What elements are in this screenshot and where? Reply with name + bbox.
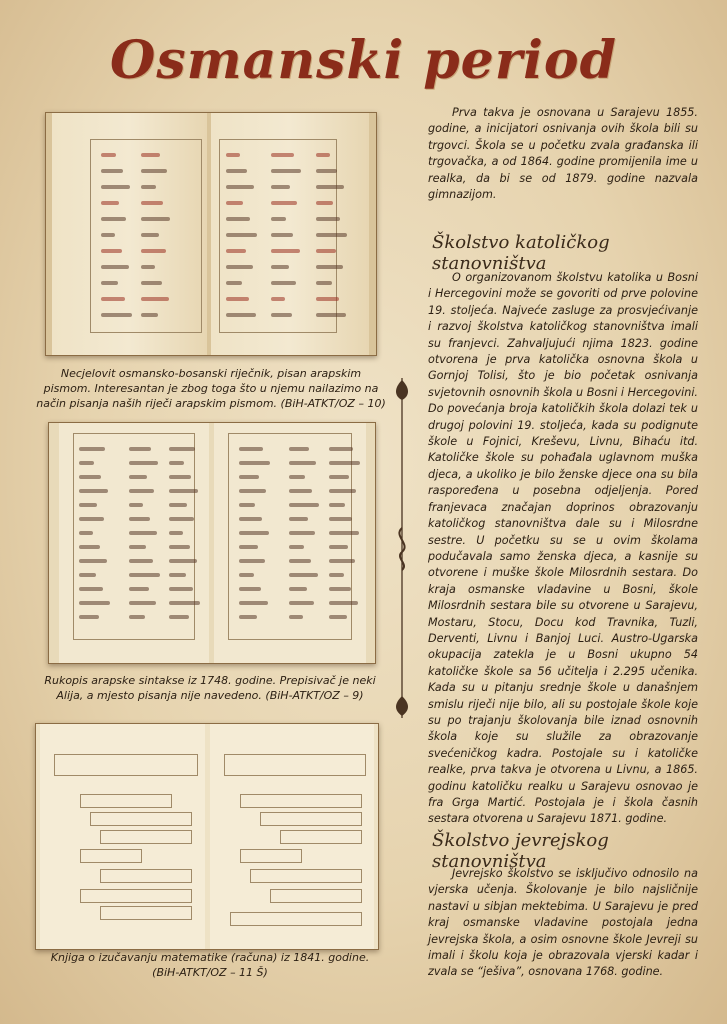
script-stroke — [169, 559, 197, 563]
script-stroke — [79, 447, 105, 451]
script-stroke — [169, 573, 186, 577]
script-stroke — [79, 601, 110, 605]
script-stroke — [271, 217, 286, 221]
script-stroke — [169, 503, 187, 507]
script-stroke — [316, 297, 339, 301]
ornamental-divider — [391, 378, 413, 718]
script-stroke — [141, 297, 169, 301]
script-stroke — [316, 249, 336, 253]
script-stroke — [129, 503, 143, 507]
script-stroke — [329, 447, 353, 451]
intro-paragraph — [428, 105, 698, 203]
script-stroke — [129, 461, 158, 465]
script-stroke — [169, 489, 198, 493]
catholic-paragraph — [428, 270, 698, 828]
script-stroke — [129, 517, 150, 521]
script-stroke — [289, 461, 316, 465]
script-stroke — [289, 489, 312, 493]
script-stroke — [271, 297, 285, 301]
script-stroke — [79, 489, 108, 493]
script-stroke — [239, 503, 255, 507]
script-stroke — [271, 233, 293, 237]
script-stroke — [101, 313, 132, 317]
script-stroke — [239, 587, 261, 591]
script-stroke — [169, 545, 190, 549]
script-stroke — [169, 615, 189, 619]
script-stroke — [101, 281, 118, 285]
script-stroke — [129, 545, 146, 549]
script-stroke — [226, 185, 254, 189]
script-stroke — [101, 169, 123, 173]
script-stroke — [226, 201, 243, 205]
script-stroke — [79, 615, 99, 619]
script-stroke — [289, 517, 308, 521]
script-stroke — [329, 587, 351, 591]
script-stroke — [101, 185, 130, 189]
script-stroke — [141, 313, 158, 317]
caption-syntax: Rukopis arapske sintakse iz 1748. godine. Prepisivač je neki Alija, a mjesto pisanja nije navedeno. (BiH-ATKT/OZ – 9) — [44, 674, 376, 702]
script-stroke — [141, 233, 159, 237]
script-stroke — [79, 559, 107, 563]
script-stroke — [79, 503, 97, 507]
heading-catholic-schools: Školstvo katoličkog stanovništva — [432, 232, 610, 274]
script-stroke — [226, 297, 249, 301]
script-stroke — [329, 601, 358, 605]
script-stroke — [79, 475, 101, 479]
intro-text: Prva takva je osnovana u Sarajevu 1855. godine, a inicijatori osnivanja ovih škola bili su trgovci. Škola se u početku zvala građanska ili trgovačka, a od 1864. godine promijenila ime u realka, da bi se od 1879. godine nazvala gimnazijom. — [428, 106, 698, 202]
script-stroke — [289, 447, 309, 451]
script-stroke — [239, 615, 257, 619]
script-stroke — [316, 313, 346, 317]
script-stroke — [271, 201, 297, 205]
script-stroke — [226, 249, 246, 253]
script-stroke — [316, 217, 340, 221]
script-stroke — [129, 559, 153, 563]
script-stroke — [271, 249, 300, 253]
script-stroke — [329, 573, 344, 577]
script-stroke — [289, 573, 318, 577]
script-stroke — [329, 503, 345, 507]
script-stroke — [289, 531, 315, 535]
script-stroke — [79, 517, 104, 521]
script-stroke — [289, 559, 311, 563]
script-stroke — [239, 573, 254, 577]
script-stroke — [101, 201, 119, 205]
jewish-text: Jevrejsko školstvo se isključivo odnosilo na vjerska učenja. Školovanje je bilo najsličnije nastavi u sibjan mektebima. U Sarajevu je pred kraj osmanske vladavine postojala jedna jevrejska škola, a osim osnovne škole Jevreji su imali i školu koja je obrazovala vjerski kadar i zvala se “ješiva”, osnovana 1768. godine. — [428, 867, 698, 979]
script-stroke — [239, 461, 270, 465]
catholic-text: O organizovanom školstvu katolika u Bosni i Hercegovini može se govoriti od prve polovine 19. stoljeća. Najveće zasluge za prosvjećivanje i razvoj školstva katoličkog stanovništva imali su franjevci. Zahvaljujući njima 1823. godine otvorena je prva katolička osnovna škola u Gornjoj Tolisi, što je bio početak osnivanja svjetovnih osnovnih škola u Bosni i Hercegovini. Do povećanja broja katoličkih škola dolazi tek u drugoj polovini 19. stoljeća, kada su podignute škole u Fojnici, Kreševu, Livnu, Bihaću itd. Katoličke škole su pohađala uglavnom muška djeca, a ukoliko je bilo ženske djece ona su bila raspoređena u posebna odjeljenja. Pored franjevaca značajan doprinos obrazovanju katoličkog stanovništva dale su i Milosrdne sestre. U početku su se u ovim školama podučavala samo ženska djeca, a kasnije su otvorene i muške škole Milosrdnih sestara. Do kraja osmanske vladavine u Bosni, škole Milosrdnih sestara bile su otvorene u Sarajevu, Mostaru, Stocu, Docu kod Travnika, Tuzli, Derventi, Livnu i Banjoj Luci. Austro-Ugarska okupacija zatekla je u Bosni ukupno 54 katoličke škole sa 56 učitelja i 2.295 učenika. Kada su u pitanju srednje škole u današnjem smislu riječi nije bilo, ali su postojale škole koje su po trajanju školovanja bile iznad osnovnih škola koje su služile za obrazovanje svećeničkog kadra. Postojale su i katoličke realke, prva takva je otvorena u Livnu, a 1865. godinu katoličku realku u Sarajevu osnovao je fra Grga Martić. Postojala je i škola časnih sestara otvorena u Sarajevu 1871. godine. — [428, 271, 698, 826]
script-stroke — [169, 531, 183, 535]
script-stroke — [101, 297, 125, 301]
script-stroke — [329, 517, 352, 521]
script-stroke — [271, 265, 289, 269]
script-stroke — [316, 201, 333, 205]
script-stroke — [289, 503, 319, 507]
script-stroke — [101, 265, 129, 269]
script-stroke — [129, 601, 156, 605]
script-stroke — [329, 559, 355, 563]
script-stroke — [129, 531, 157, 535]
script-stroke — [169, 601, 200, 605]
script-stroke — [226, 281, 242, 285]
script-stroke — [329, 461, 360, 465]
script-stroke — [289, 601, 314, 605]
script-stroke — [289, 587, 307, 591]
script-stroke — [239, 559, 265, 563]
script-stroke — [271, 169, 301, 173]
script-stroke — [129, 573, 160, 577]
script-stroke — [226, 169, 247, 173]
script-stroke — [169, 587, 193, 591]
script-stroke — [316, 169, 337, 173]
caption-dictionary: Necjelovit osmansko-bosanski riječnik, pisan arapskim pismom. Interesantan je zbog toga što u njemu nailazimo na način pisanja naših riječi arapskim pismom. (BiH-ATKT/OZ – 10) — [36, 367, 386, 410]
script-stroke — [101, 249, 122, 253]
script-stroke — [271, 185, 290, 189]
script-stroke — [169, 461, 184, 465]
script-stroke — [141, 265, 155, 269]
script-stroke — [329, 615, 347, 619]
script-stroke — [239, 447, 263, 451]
jewish-paragraph — [428, 866, 698, 981]
script-stroke — [316, 185, 344, 189]
script-stroke — [79, 587, 103, 591]
caption-mathematics: Knjiga o izučavanju matematike (računa) iz 1841. godine. (BiH-ATKT/OZ – 11 Š) — [50, 951, 370, 979]
script-stroke — [101, 233, 115, 237]
script-stroke — [239, 545, 258, 549]
script-stroke — [316, 281, 332, 285]
script-stroke — [141, 201, 163, 205]
script-stroke — [239, 517, 262, 521]
script-stroke — [79, 461, 94, 465]
script-stroke — [289, 545, 304, 549]
script-stroke — [141, 249, 166, 253]
script-stroke — [141, 217, 170, 221]
script-stroke — [226, 313, 256, 317]
script-stroke — [169, 447, 195, 451]
script-stroke — [329, 489, 356, 493]
script-stroke — [129, 489, 154, 493]
script-stroke — [129, 587, 149, 591]
script-stroke — [141, 281, 162, 285]
script-stroke — [316, 153, 330, 157]
script-stroke — [141, 185, 156, 189]
heading-jewish-schools: Školstvo jevrejskog stanovništva — [432, 830, 609, 872]
script-stroke — [271, 313, 292, 317]
script-stroke — [226, 153, 240, 157]
script-stroke — [316, 265, 343, 269]
script-stroke — [239, 475, 259, 479]
script-stroke — [141, 153, 160, 157]
script-stroke — [239, 601, 268, 605]
script-stroke — [271, 153, 294, 157]
page-title: Osmanski period — [110, 30, 617, 91]
script-stroke — [169, 475, 191, 479]
script-stroke — [101, 153, 116, 157]
script-stroke — [141, 169, 167, 173]
script-stroke — [226, 233, 257, 237]
script-stroke — [289, 475, 305, 479]
script-stroke — [129, 615, 145, 619]
script-stroke — [239, 531, 269, 535]
script-stroke — [239, 489, 266, 493]
script-stroke — [316, 233, 347, 237]
script-stroke — [169, 517, 194, 521]
script-stroke — [226, 265, 253, 269]
script-stroke — [329, 545, 348, 549]
script-stroke — [79, 573, 96, 577]
manuscript-mathematics-image — [35, 723, 379, 950]
manuscript-syntax-image — [48, 422, 376, 664]
script-stroke — [79, 545, 100, 549]
script-stroke — [271, 281, 296, 285]
script-stroke — [226, 217, 250, 221]
script-stroke — [289, 615, 303, 619]
script-stroke — [79, 531, 93, 535]
manuscript-dictionary-image — [45, 112, 377, 356]
script-stroke — [129, 447, 151, 451]
script-stroke — [101, 217, 126, 221]
script-stroke — [129, 475, 147, 479]
script-stroke — [329, 475, 349, 479]
script-stroke — [329, 531, 359, 535]
